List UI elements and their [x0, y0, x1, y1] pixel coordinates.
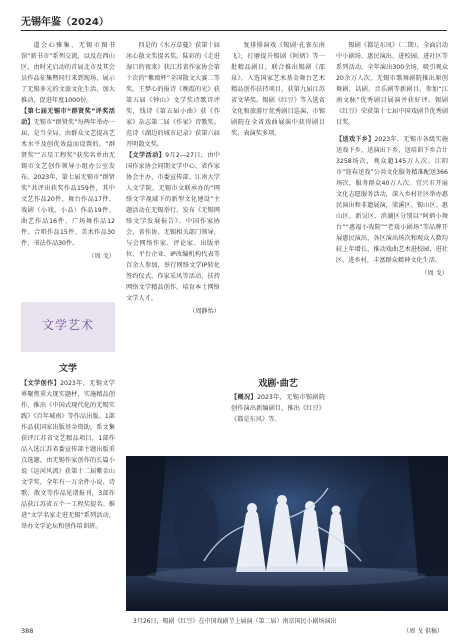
- page-number: 388: [21, 627, 34, 635]
- column-3-lower: [231, 392, 325, 425]
- paragraph-body: 2023年，无锡文学界聚焦重大现实题材，实施精品创作，推出《中国式现代化的无锡实践》《百年城南》等作品出版。1部作品获国家出版基金资助，系文集获评江苏省文艺精品项目，1部作品入选江苏省委宣传部主题出版重点选题，由无锡作家创作的长篇小说《运河风流》获第十二届紫金山文学奖。全年有一万余件小说、诗歌、散文等作品见诸报刊，3部作品获江苏省五个一工程奖提名。推进“文学名家走进无锡”系列活动，举办文学论坛和创作培训班。: [21, 380, 115, 530]
- paragraph-body: 无锡市“群贤奖”每两年举办一届，是当全局、由群众文艺提高艺术水平及创优效益而设置的。“群贤奖”“五星工程奖”获奖名单由无锡市文艺创作领导小组办公室发布。2023年，第七届无锡市“群贤奖”共评出获奖作品159件，其中文艺作品20件、舞台作品17件、戏剧（小戏、小品）作品19件、曲艺作品16件、广场舞作品12件、合唱作品15件、美术作品30件、书法作品30件。: [21, 119, 116, 247]
- yearbook-title: 无锡年鉴（2024）: [21, 17, 109, 28]
- column-2: [126, 40, 220, 317]
- column-1: [21, 40, 115, 262]
- section-title-drama: 戏剧·曲艺: [258, 379, 298, 389]
- section-tag: 【第七届无锡市“群贤奖”评奖活动】: [21, 108, 115, 126]
- page-header: [21, 8, 447, 28]
- paragraph: 复排排演戏《锡剧·孔雀东南飞》，打磨提升锡剧《阿炳》等一批精品剧目，联合推出锡剧《邵泉》，入选国家艺术基金舞台艺术精品创作扶持项目，获第九届江苏省文华奖。锡剧《红豆》等入选省文化和旅游厅优秀剧目巡演，市锡剧院在全省戏曲展演中获得剧目奖、表演奖多项。: [231, 42, 325, 137]
- stage-performance-photo: [126, 456, 448, 611]
- paragraph-body: 2023年，无锡市锡剧院创作演出新编剧目，推出《红豆》《都是东风》等。: [231, 394, 326, 423]
- section-tag: 【文学创作】: [21, 380, 61, 387]
- paragraph-body: 9月2—27日，由中国作家协会同期文学中心、省作家协会主办，市委宣传部、江南大学人文学院、无锡市文联承办的“网络文学视域下的新型文化建设”主题活动在无锡举行，发布《无锡网络文学发展报告》。中国作家协会、省作协、无锡相关部门领导，与会网络作家、评论家、出版单位、平台企业、IP改编机构代表等百余人参加，举行网络文学IP转化签约仪式、作家采风等活动，扶持网络文学精品创作，培育本土网络文学人才。: [126, 152, 220, 302]
- photo-credit: （周 戈 供稿）: [403, 628, 443, 635]
- paragraph-body: 2023年，无锡市各级实施送戏下乡，送演出下乡，送培训下乡合计3258场次，观众超145万人次。江阴市“迎春送戏”公共文化服务精准配送366场次，服务群众40万人次。宜兴市开展文化志愿服务活动，深入乡村社区举办惠民演出和非遗展演，梁溪区、锡山区、惠山区、新吴区、滨湖区分别以“阿炳小舞台”“惠福小戏院”“老戏小剧场”等品牌开展惠民演出，各区演出场次和观众人数均较上年增长，推动戏曲艺术进校园、进社区、进乡村，丰富群众精神文化生活。: [336, 136, 448, 264]
- section-tag: 【文学活动】: [126, 152, 166, 159]
- paragraph-award: [21, 106, 115, 249]
- author-signature: （周 戈）: [88, 253, 115, 260]
- paragraph-rural-tour: [336, 134, 448, 266]
- section-tag: 【送戏下乡】: [336, 136, 375, 143]
- paragraph: 道会心雅集、无锡市图书馆“新书市”系列交流，以及在西山区，由时光启动的首届北市及其会员作品征集暨同行来到现场，展示了无锡多元的文旅文化生活，加大推动，促进年度1000份。: [21, 42, 115, 104]
- column-3: [231, 40, 325, 139]
- photo-caption: [133, 617, 443, 635]
- column-4: [336, 40, 448, 279]
- column-1-lower: [21, 378, 115, 532]
- author-signature: （周 戈）: [421, 270, 448, 277]
- author-signature: （周静怡）: [189, 308, 220, 315]
- section-title-literature: 文学: [58, 364, 77, 374]
- section-banner: [21, 302, 115, 352]
- paragraph-activities: [126, 150, 220, 304]
- paragraph: 四是的《水方草蔓》获第十届冰心散文奖提名奖。陆彩的《走进湿口的夜来》获江苏省作家协会第十次的“紫琅杯”全国散文大赛二等奖。王梦心的报诗《晚霞的光》获第五届《钟山》文学奖诗歌诗评奖，钱诗《第五届小曲》获《作家》杂志第二届《作家》诗歌奖。范诗《湖边的城市记录》获第六届开明散文奖。: [126, 42, 220, 148]
- paragraph-overview: [231, 392, 325, 425]
- banner-label: 文学艺术: [41, 318, 94, 332]
- caption-text: 3月26日，锡剧《红豆》在中国戏剧节上展演（第二届）南京国民小剧场演出: [133, 618, 337, 625]
- header-divider: [21, 30, 447, 31]
- section-tag: 【概况】: [231, 394, 258, 401]
- paragraph: 锡剧《都是东风》（二期），全面启动中小剧场、惠民演出、进校园、进社区等系列活动，全年演出300余场，吸引观众20余万人次。无锡市歌舞剧院推出原创舞剧、话剧、音乐剧等新剧目，参加“江南文脉”优秀剧目展演并获好评。锡剧《红豆》荣获第十七届中国戏剧节优秀剧目奖。: [336, 42, 448, 126]
- paragraph-literature: [21, 378, 115, 532]
- stage-scene-illustration: [126, 456, 448, 611]
